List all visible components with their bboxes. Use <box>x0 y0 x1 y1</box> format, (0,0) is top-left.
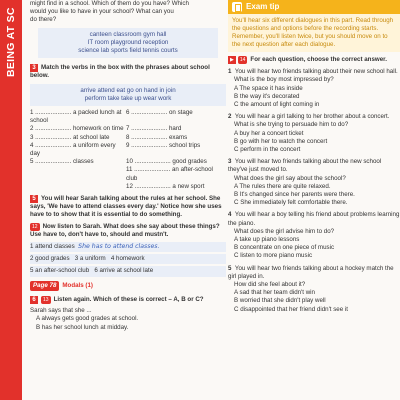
option-b[interactable]: B worried that she didn't play well <box>234 297 326 305</box>
option-b[interactable]: B go with her to watch the concert <box>234 137 328 145</box>
question <box>228 211 400 260</box>
match-item[interactable]: 6 ..................... on stage <box>126 109 193 117</box>
question-text: You will hear two friends talking about their new school hall. <box>234 68 398 76</box>
match-item[interactable]: 9 ..................... school trips <box>126 141 201 149</box>
answer-item: 3 a uniform <box>74 255 106 263</box>
question-prompt: What does the girl advise him to do? <box>234 227 335 235</box>
right-column <box>228 0 400 400</box>
question-text: You will hear a girl talking to her brother about a concert. <box>234 113 390 121</box>
intro-line: would you like to have in your school? What can you <box>30 8 174 16</box>
match-item[interactable]: 3 ..................... at school late <box>30 133 110 141</box>
question-prompt: How did she feel about it? <box>234 281 306 289</box>
exam-tip-header <box>228 0 400 14</box>
option-a[interactable]: A The space it has inside <box>234 84 303 92</box>
question <box>228 158 400 207</box>
question-stem: Sarah says that she ... <box>30 307 92 315</box>
exercise-6 <box>30 296 226 332</box>
option-b[interactable]: B It's changed since her parents were there. <box>234 191 355 199</box>
section-title: BEING AT SC <box>5 7 17 77</box>
match-item[interactable]: 4 ..................... a uniform every day <box>30 141 116 158</box>
listen-instruction: Now listen to Sarah. What does she say about these things? Use have to, don't have to, should and mustn't. <box>30 222 220 238</box>
match-items <box>30 109 226 191</box>
exercise-5 <box>30 195 226 277</box>
answer-item: 4 homework <box>110 255 145 263</box>
question-prompt: What is the boy most impressed by? <box>234 76 334 84</box>
exercise-instruction: Match the verbs in the box with the phrases about school below. <box>30 64 210 80</box>
answer-item: 5 an after-school club <box>30 267 90 275</box>
verbs-box <box>30 84 226 106</box>
exercise-number: 5 <box>30 195 38 203</box>
exercise-instruction: Listen again. Which of these is correct – A, B or C? <box>53 295 204 303</box>
option-a[interactable]: A always gets good grades at school. <box>36 315 139 323</box>
question-text: You will hear a boy telling his friend about problems learning the piano. <box>228 211 400 227</box>
places-line: science lab sports field tennis courts <box>78 47 178 55</box>
modals-ref <box>30 281 226 291</box>
question-number: 4 <box>228 211 232 219</box>
question-number: 1 <box>228 68 232 76</box>
option-a[interactable]: A sad that her team didn't win <box>234 289 315 297</box>
exam-tip <box>228 0 400 52</box>
intro-text <box>30 0 226 25</box>
option-a[interactable]: A The rules there are quite relaxed. <box>234 182 331 190</box>
answer-row <box>30 266 226 276</box>
exercise-instruction: You will hear Sarah talking about the rules at her school. She says, 'We have to attend classes every day.' Notice how she uses have to to show that it is essential to do something. <box>30 195 222 219</box>
match-item[interactable]: 12 ..................... a new sport <box>126 182 205 190</box>
exam-tip-body: You'll hear six different dialogues in this part. Read through the questions and options before the recording starts. Remember, you'll listen twice, but you should move on to the next question after each dialogue. <box>228 14 400 52</box>
match-item[interactable]: 7 ..................... hard <box>126 125 182 133</box>
option-a[interactable]: A take up piano lessons <box>234 236 300 244</box>
option-c[interactable]: C disappointed that her friend didn't see it <box>234 305 349 313</box>
exam-tip-icon <box>232 2 242 12</box>
answer-item: 1 attend classes <box>30 243 75 251</box>
answer-row <box>30 242 226 252</box>
places-box <box>38 28 218 59</box>
audio-track-tag[interactable]: 12 <box>32 223 38 230</box>
audio-icon: ▶ <box>230 57 234 63</box>
exercise-number: 6 <box>30 296 38 304</box>
option-c[interactable]: C She immediately felt comfortable there. <box>234 199 348 207</box>
places-line: IT room playground reception <box>87 38 169 46</box>
question-number: 2 <box>228 113 232 121</box>
answer-item: 6 arrive at school late <box>94 267 154 275</box>
option-c[interactable]: C listen to more piano music <box>234 252 313 260</box>
exercise-7 <box>228 56 400 314</box>
match-item[interactable]: 5 ..................... classes <box>30 158 94 166</box>
question <box>228 113 400 154</box>
intro-line: do there? <box>30 16 57 24</box>
exercise-number: 3 <box>30 64 38 72</box>
question-number: 5 <box>228 264 232 272</box>
question <box>228 265 400 314</box>
question <box>228 68 400 109</box>
match-item[interactable]: 11 ..................... an after-school club <box>126 166 213 182</box>
option-c[interactable]: C the amount of light coming in <box>234 101 320 109</box>
question-number: 3 <box>228 158 232 166</box>
answer-item: 2 good grades <box>30 255 70 263</box>
audio-track-tag[interactable]: 13 <box>43 296 49 303</box>
match-item[interactable]: 1 ..................... a packed lunch at school <box>30 109 122 125</box>
question-text: You will hear two friends talking about a hockey match the girl played in. <box>228 264 394 280</box>
question-prompt: What does the girl say about the school? <box>234 174 346 182</box>
match-item[interactable]: 8 ..................... exams <box>126 133 188 141</box>
left-column <box>30 0 226 400</box>
option-c[interactable]: C perform in the concert <box>234 146 301 154</box>
option-b[interactable]: B concentrate on one piece of music <box>234 244 335 252</box>
exercise-instruction: For each question, choose the correct answer. <box>250 56 387 63</box>
intro-line: might find in a school. Which of them do you have? Which <box>30 0 189 7</box>
places-line: canteen classroom gym hall <box>89 30 167 38</box>
question-text: You will hear two friends talking about the new school they've just moved to. <box>228 158 382 174</box>
question-prompt: What is she trying to persuade him to do? <box>234 121 349 129</box>
handwritten-answer: She has to attend classes. <box>78 243 160 251</box>
option-b[interactable]: B the way it's decorated <box>234 92 300 100</box>
page-reference[interactable]: Page 78 <box>30 281 59 291</box>
option-b[interactable]: B has her school lunch at midday. <box>36 323 129 331</box>
match-item[interactable]: 10 ..................... good grades <box>126 158 207 166</box>
verbs-line: arrive attend eat go on hand in join <box>80 86 176 94</box>
modals-title: Modals (1) <box>62 281 93 289</box>
audio-track-tag[interactable]: 14 <box>239 57 246 63</box>
verbs-line: perform take take up wear work <box>84 94 172 102</box>
exercise-3 <box>30 64 226 191</box>
answer-row <box>30 254 226 264</box>
section-spine <box>0 0 22 400</box>
match-item[interactable]: 2 ..................... homework on time <box>30 125 124 133</box>
exam-tip-title: Exam tip <box>246 1 280 11</box>
option-a[interactable]: A buy her a concert ticket <box>234 129 304 137</box>
